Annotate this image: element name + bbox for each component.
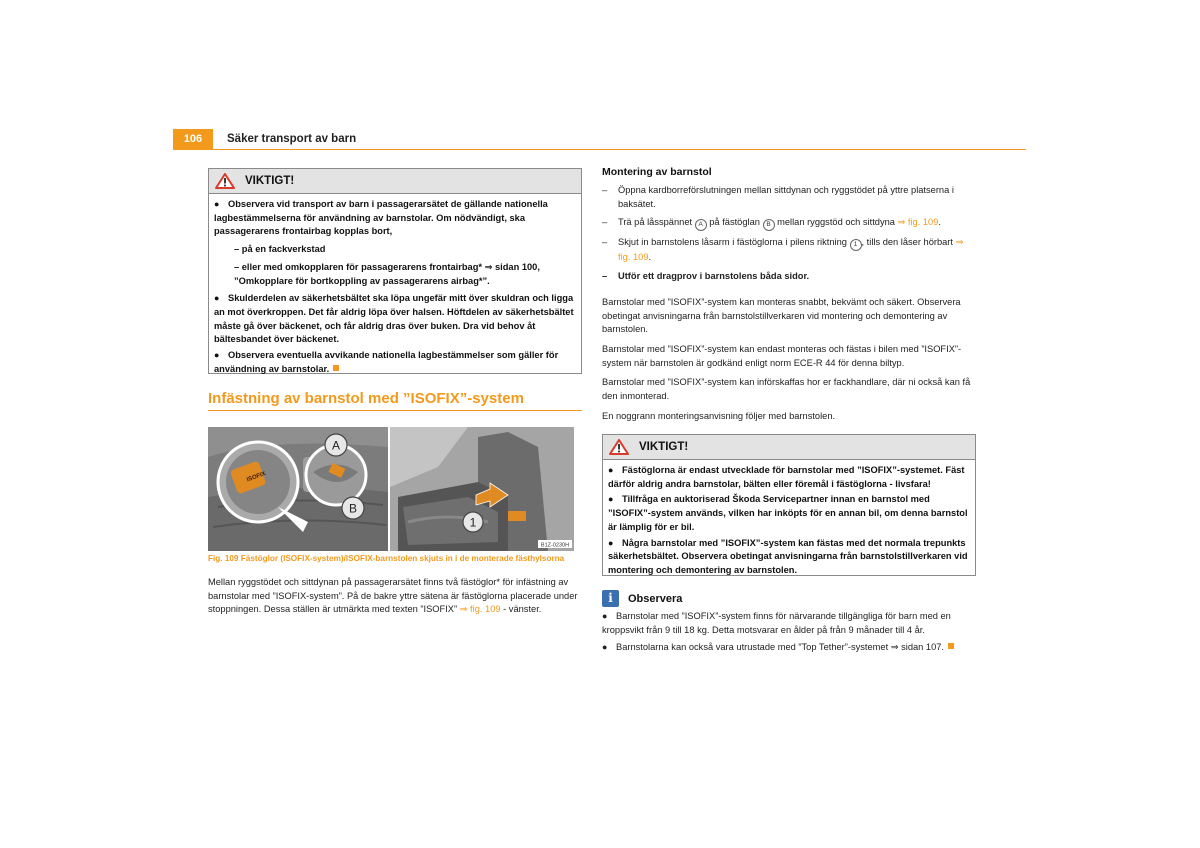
isofix-illustration — [208, 427, 574, 551]
step-text: , tills den låser hörbart — [861, 237, 953, 248]
step-item: – Trä på låsspännet A på fästöglan B mellan ryggstöd och sittdyna ⇒ fig. 109. — [602, 216, 978, 231]
observera-title: Observera — [628, 593, 683, 605]
header-rule — [173, 149, 1026, 150]
chapter-title: Säker transport av barn — [227, 133, 357, 145]
warning-triangle-icon — [609, 439, 629, 455]
warning-box-2 — [602, 434, 976, 576]
warning-dash-item: eller med omkopplaren för passagerarens frontairbag* ⇒ sidan 100, ”Omkopplare för bortkoppling av passagerarens airbag*”. — [234, 261, 540, 286]
step-text: Trä på låsspännet — [618, 217, 693, 228]
body-paragraph: Barnstolar med ”ISOFIX”-system kan endast monteras och fästas i bilen med ”ISOFIX”-system när barnstolen är godkänd enligt norm ECE-R 44 för denna biltyp. — [602, 343, 962, 368]
warning-body — [209, 194, 581, 376]
body-paragraph: Barnstolar med ”ISOFIX”-system kan monteras snabbt, bekvämt och säkert. Observera obetingat anvisningarna från barnstolstillverkaren vid montering och demontering av barnstolen. — [602, 296, 961, 335]
intro-paragraph — [208, 576, 582, 617]
step-text: Utför ett dragprov i barnstolens båda sidor. — [618, 271, 810, 282]
circle-label-b: B — [763, 219, 775, 231]
warning-dash-item: på en fackverkstad — [241, 244, 326, 255]
dash: – — [234, 244, 240, 255]
step-text: Skjut in barnstolens låsarm i fästöglorna i pilens riktning — [618, 237, 847, 248]
circle-label-a: A — [695, 219, 707, 231]
figure-label-a: A — [331, 438, 341, 453]
body-paragraph: En noggrann monteringsanvisning följer med barnstolen. — [602, 410, 836, 421]
dash: – — [602, 237, 608, 248]
warning-paragraph: Skulderdelen av säkerhetsbältet ska löpa ungefär mitt över skuldran och ligga an mot överkroppen. Det får aldrig löpa över halsen. Höftdelen av säkerhetsbältet måste gå över bäckenet, och får aldrig dras över buken. Dra vid behov åt bältesbandet över bäckenet. — [214, 293, 574, 345]
bullet-icon: ● — [608, 494, 614, 505]
figure-reference-link[interactable]: ⇒ fig. 109 — [897, 217, 939, 228]
figure-reference-link[interactable]: ⇒ fig. 109 — [618, 237, 964, 263]
bullet-icon: ● — [214, 199, 220, 209]
figure-109 — [208, 427, 574, 551]
isofix-badge: ISOFIX — [246, 470, 267, 484]
warning-header — [603, 435, 975, 460]
warning-paragraph: Fästöglorna är endast utvecklade för barnstolar med ”ISOFIX”-systemet. Fäst därför aldrig andra barnstolar, bälten eller föremål i fästöglorna - livsfara! — [608, 465, 965, 489]
bullet-icon: ● — [602, 611, 608, 621]
note-paragraph: Barnstolar med ”ISOFIX”-system finns för närvarande tillgängliga för barn med en kroppsvikt från 9 till 18 kg. Detta motsvarar en ålder på från 9 månader till 4 år. — [602, 611, 951, 635]
warning-triangle-icon — [215, 173, 235, 189]
step-text: på fästöglan — [709, 217, 760, 228]
bullet-icon: ● — [602, 642, 608, 653]
figure-caption: Fig. 109 Fästöglor (ISOFIX-system)/ISOFIX-barnstolen skjuts in i de monterade fästhylsorna — [208, 554, 565, 563]
warning-paragraph: Tillfråga en auktoriserad Škoda Servicepartner innan en barnstol med ”ISOFIX”-system används, vilken har inköpts för en annan bil, om denna barnstol är lämplig för er bil. — [608, 494, 968, 532]
figure-code: B1Z-0230H — [540, 542, 570, 549]
intro-tail: - vänster. — [500, 604, 542, 615]
step-text: mellan ryggstöd och sittdyna — [777, 217, 895, 228]
step-item — [602, 270, 978, 284]
step-item — [602, 184, 978, 211]
figure-label-b: B — [348, 501, 358, 516]
warning-title: VIKTIGT! — [639, 441, 689, 453]
page-number: 106 — [173, 129, 213, 149]
dash: – — [602, 271, 608, 282]
step-text: Öppna kardborreförslutningen mellan sittdynan och ryggstödet på yttre platserna i baksätet. — [618, 185, 954, 209]
warning-body — [603, 460, 975, 578]
section-title: Infästning av barnstol med ”ISOFIX”-system — [208, 390, 524, 407]
note-paragraph: Barnstolarna kan också vara utrustade med ”Top Tether”-systemet ⇒ sidan 107. — [616, 642, 945, 653]
dash: – — [234, 261, 240, 272]
bullet-icon: ● — [214, 293, 220, 304]
intro-text: Mellan ryggstödet och sittdynan på passagerarsätet finns två fästöglor* för infästning av barnstolar med ”ISOFIX-system”. På de bakre yttre sätena är fästöglorna placerade under stoppningen. Dessa ställen är utmärkta med texten ”ISOFIX” — [208, 577, 578, 615]
section-rule — [208, 410, 582, 411]
bullet-icon: ● — [608, 465, 614, 475]
bullet-icon: ● — [608, 537, 614, 548]
end-square-icon — [333, 365, 339, 371]
warning-paragraph: Observera vid transport av barn i passagerarsätet de gällande nationella lagbestämmelserna för användning av barnstolar. Om nödvändigt, ska passagerarens frontairbag kopplas bort, — [214, 199, 548, 237]
figure-reference-link[interactable]: ⇒ fig. 109 — [459, 604, 501, 615]
warning-header — [209, 169, 581, 194]
montering-steps — [602, 184, 978, 429]
warning-paragraph: Några barnstolar med ”ISOFIX”-system kan fästas med det normala trepunkts säkerhetsbältet. Observera obetingat anvisningarna från barnstolstillverkaren vid montering och demontering av barnstolen. — [608, 537, 968, 575]
figure-label-1: 1 — [469, 515, 477, 530]
dash: – — [602, 185, 608, 195]
warning-title: VIKTIGT! — [245, 175, 295, 187]
bullet-icon: ● — [214, 350, 220, 361]
step-item: – Skjut in barnstolens låsarm i fästöglorna i pilens riktning 1 , tills den låser hörbart ⇒ fig. 109. — [602, 236, 978, 265]
observera-body — [602, 610, 978, 659]
warning-box-1 — [208, 168, 582, 374]
end-square-icon — [948, 643, 954, 649]
info-icon: i — [602, 590, 619, 607]
montering-title: Montering av barnstol — [602, 166, 712, 178]
body-paragraph: Barnstolar med ”ISOFIX”-system kan införskaffas hor er fackhandlare, där ni också kan få den inmonterad. — [602, 377, 971, 402]
warning-paragraph: Observera eventuella avvikande nationella lagbestämmelser som gäller för användning av barnstolar. — [214, 350, 559, 374]
dash: – — [602, 217, 608, 228]
circle-label-1: 1 — [850, 239, 862, 251]
